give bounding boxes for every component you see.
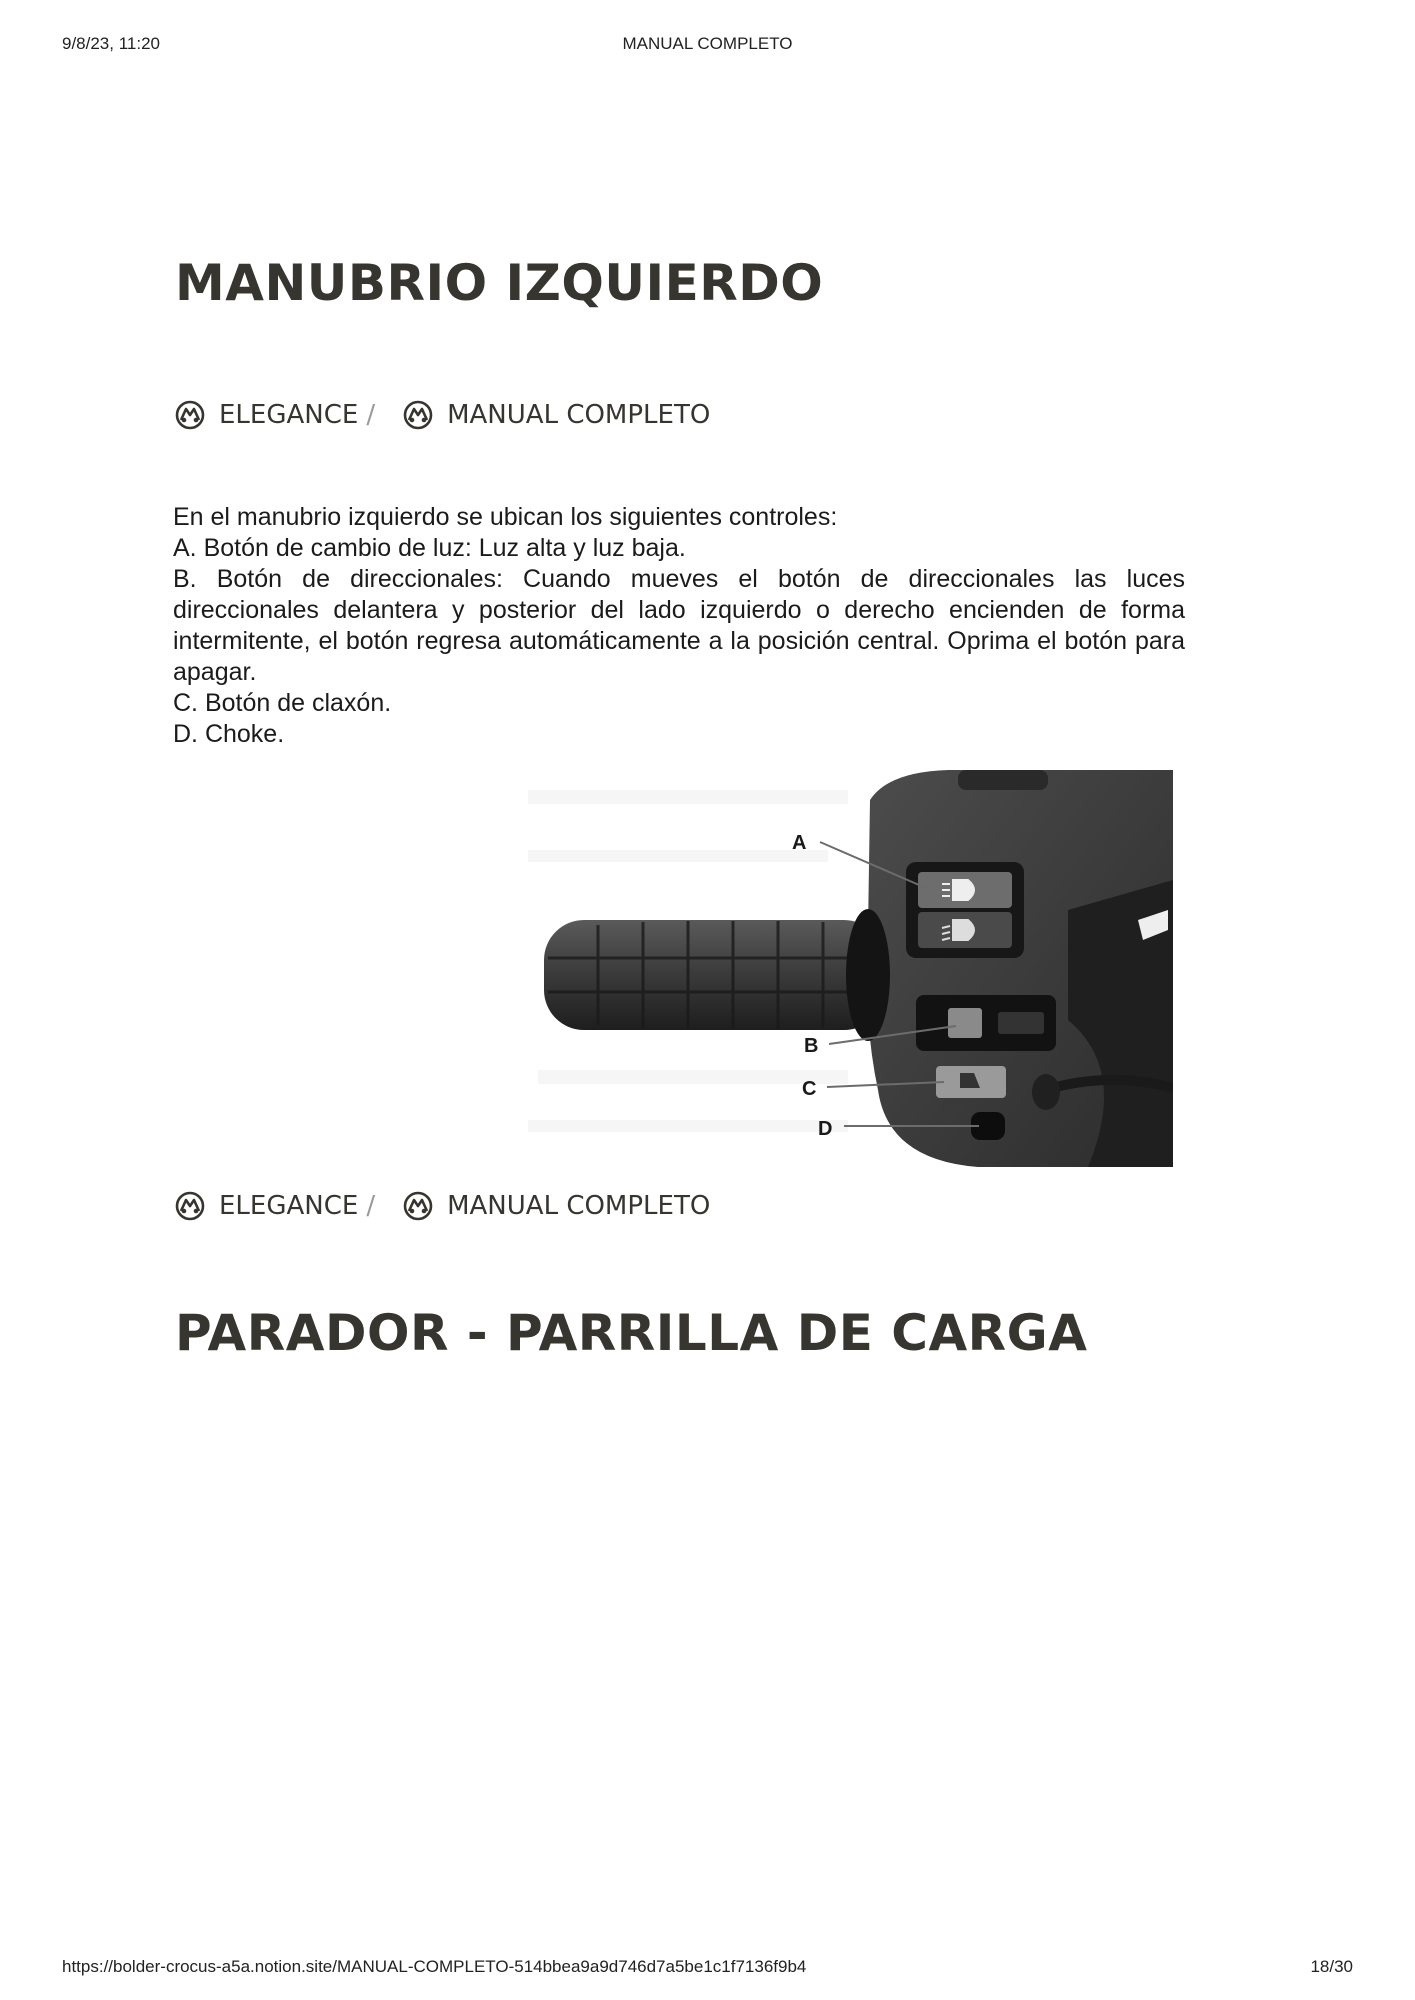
breadcrumb-label: ELEGANCE: [219, 1191, 359, 1221]
breadcrumb-separator: /: [366, 1191, 376, 1221]
breadcrumb-item-manual-completo[interactable]: [403, 400, 710, 430]
breadcrumb-item-manual-completo[interactable]: [403, 1191, 710, 1221]
item-c-text: C. Botón de claxón.: [173, 689, 392, 717]
mirror-mount: [958, 770, 1048, 790]
figure-label-b: B: [804, 1035, 819, 1057]
handlebar-figure: [528, 770, 1173, 1167]
item-b-text: B. Botón de direccionales: Cuando mueves el botón de direccionales las luces direccionales delantera y posterior del lado izquierdo o derecho encienden de forma intermitente, el botón regresa automáticamente a la posición central. Oprima el botón para apagar.: [173, 565, 1185, 686]
breadcrumb-label: MANUAL COMPLETO: [447, 400, 711, 430]
figure-label-d: D: [818, 1118, 833, 1140]
breadcrumb: [175, 1188, 710, 1224]
breadcrumb-item-elegance[interactable]: [175, 1191, 358, 1221]
print-footer: [62, 1957, 1353, 1981]
print-title: MANUAL COMPLETO: [622, 34, 793, 53]
scooter-logo-icon: [403, 1191, 433, 1221]
handlebar-illustration: [528, 770, 1173, 1167]
figure-label-c: C: [802, 1078, 817, 1100]
horn-button: [936, 1066, 1006, 1098]
cable-connector: [1032, 1074, 1060, 1110]
page-url: https://bolder-crocus-a5a.notion.site/MANUAL-COMPLETO-514bbea9a9d746d7a5be1c1f7136f9b4: [62, 1957, 807, 1976]
turn-signal-switch: [916, 995, 1056, 1051]
item-d-text: D. Choke.: [173, 720, 285, 748]
handlebar-grip: [544, 909, 890, 1041]
breadcrumb-item-elegance[interactable]: [175, 400, 358, 430]
print-date: 9/8/23, 11:20: [62, 34, 160, 53]
scooter-logo-icon: [403, 400, 433, 430]
breadcrumb-label: ELEGANCE: [219, 400, 359, 430]
controls-description: [173, 502, 1185, 750]
scooter-logo-icon: [175, 1191, 205, 1221]
breadcrumb-label: MANUAL COMPLETO: [447, 1191, 711, 1221]
intro-text: En el manubrio izquierdo se ubican los siguientes controles:: [173, 503, 838, 531]
page-number: 18/30: [1310, 1957, 1353, 1976]
item-a-text: A. Botón de cambio de luz: Luz alta y luz baja.: [173, 534, 686, 562]
breadcrumb-separator: /: [366, 400, 376, 430]
section-title-manubrio: MANUBRIO IZQUIERDO: [175, 254, 824, 312]
breadcrumb: [175, 397, 710, 433]
section-title-parador: PARADOR - PARRILLA DE CARGA: [175, 1304, 1088, 1362]
print-header: [62, 34, 1353, 58]
light-switch: [906, 862, 1024, 958]
scooter-logo-icon: [175, 400, 205, 430]
figure-label-a: A: [792, 832, 807, 854]
